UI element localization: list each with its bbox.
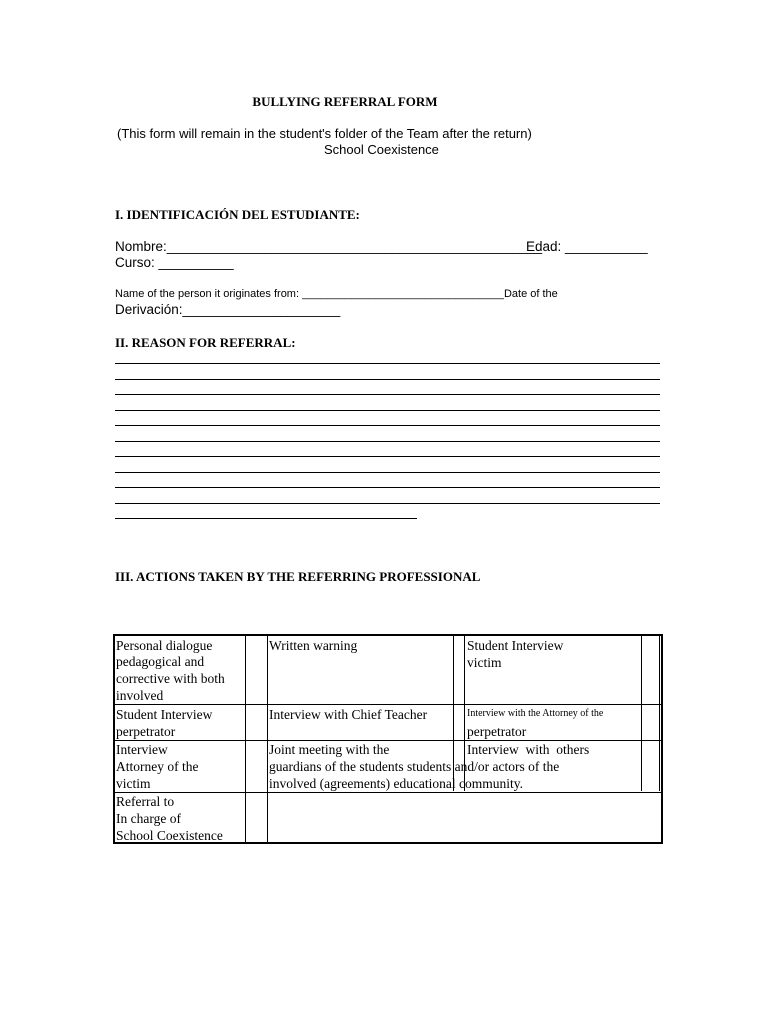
section-1-heading: I. IDENTIFICACIÓN DEL ESTUDIANTE: (115, 207, 360, 222)
name-field[interactable]: Nombre:__________________________________________________ (115, 239, 543, 254)
section-3-heading: III. ACTIONS TAKEN BY THE REFERRING PROFESSIONAL (115, 569, 481, 584)
action-personal-dialogue-detail: pedagogical and corrective with both involved (116, 654, 225, 703)
checkbox-student-interview-victim[interactable] (642, 636, 659, 704)
originator-field[interactable]: Name of the person it originates from: _________________________________Date of the (115, 288, 558, 300)
table-divider (267, 636, 268, 842)
action-referral-coexistence: Referral to In charge of School Coexistence (116, 794, 223, 843)
checkbox-interview-attorney-perpetrator[interactable] (642, 705, 659, 740)
form-title: BULLYING REFERRAL FORM (252, 94, 438, 109)
action-interview-attorney-perpetrator: Interview with the Attorney of the (467, 708, 604, 719)
reason-line[interactable] (115, 456, 660, 457)
section-2-heading: II. REASON FOR REFERRAL: (115, 335, 296, 350)
action-interview-chief-teacher: Interview with Chief Teacher (269, 707, 428, 722)
form-subtitle: (This form will remain in the student's folder of the Team after the return) (117, 126, 532, 141)
table-divider (659, 636, 660, 791)
reason-line[interactable] (115, 441, 660, 442)
reason-line[interactable] (115, 410, 660, 411)
table-row-divider (115, 704, 661, 705)
reason-line[interactable] (115, 363, 660, 364)
action-written-warning: Written warning (269, 638, 358, 653)
action-student-interview-perpetrator: Student Interview perpetrator (116, 707, 213, 739)
action-interview-others: Interview with others (467, 742, 590, 757)
action-joint-meeting: Joint meeting with the guardians of the students students and/or actors of the involved (agreements) educational community. (269, 742, 560, 791)
age-field[interactable]: Edad: ___________ (526, 239, 648, 254)
reason-line-last[interactable] (115, 518, 417, 519)
form-subtitle-coexistence: School Coexistence (324, 142, 439, 157)
checkbox-interview-chief-teacher[interactable] (454, 705, 464, 740)
checkbox-written-warning[interactable] (454, 636, 464, 704)
checkbox-referral-coexistence[interactable] (246, 793, 267, 843)
reason-line[interactable] (115, 487, 660, 488)
reason-line[interactable] (115, 425, 660, 426)
checkbox-personal-dialogue[interactable] (246, 636, 267, 704)
reason-line[interactable] (115, 394, 660, 395)
actions-table (113, 634, 663, 844)
checkbox-student-interview-perpetrator[interactable] (246, 705, 267, 740)
action-personal-dialogue: Personal dialogue (116, 638, 213, 653)
action-interview-attorney-perpetrator-line2: perpetrator (467, 724, 527, 739)
reason-line[interactable] (115, 472, 660, 473)
checkbox-interview-others[interactable] (642, 741, 659, 792)
action-interview-attorney-victim: Interview Attorney of the victim (116, 742, 199, 791)
reason-line[interactable] (115, 503, 660, 504)
course-field[interactable]: Curso: __________ (115, 255, 234, 270)
derivation-date-field[interactable]: Derivación:_____________________ (115, 302, 341, 317)
checkbox-interview-attorney-victim[interactable] (246, 741, 267, 792)
reason-line[interactable] (115, 379, 660, 380)
action-student-interview-victim: Student Interview victim (467, 638, 564, 670)
